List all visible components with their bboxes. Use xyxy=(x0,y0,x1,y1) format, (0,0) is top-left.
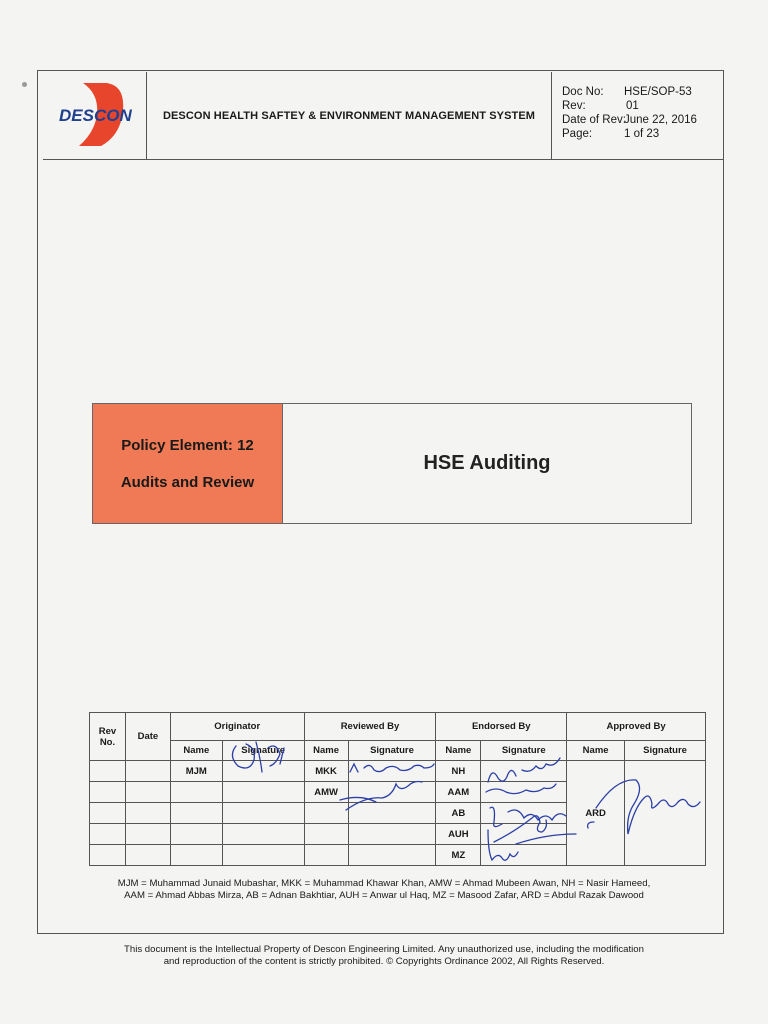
endorser-name: AAM xyxy=(436,782,481,803)
date-row xyxy=(562,113,723,127)
reviewed-by-header: Reviewed By xyxy=(304,713,436,741)
endorser-signature xyxy=(481,824,567,845)
signature-header: Signature xyxy=(222,741,304,761)
rev-no-header: Rev No. xyxy=(90,713,126,761)
rev-row xyxy=(562,99,723,113)
endorser-signature xyxy=(481,803,567,824)
endorser-signature xyxy=(481,761,567,782)
page-label: Page: xyxy=(562,128,593,140)
signature-header: Signature xyxy=(625,741,706,761)
date-value: June 22, 2016 xyxy=(624,114,697,126)
rev-value: 01 xyxy=(626,100,639,112)
originator-name: MJM xyxy=(170,761,222,782)
endorser-name: NH xyxy=(436,761,481,782)
footer-line: and reproduction of the content is strictly prohibited. © Copyrights Ordinance 2002, All Rights Reserved. xyxy=(163,956,605,967)
policy-element-label: Policy Element: 12 xyxy=(121,436,254,454)
policy-box xyxy=(92,403,692,524)
endorser-signature xyxy=(481,782,567,803)
doc-no-row xyxy=(562,85,723,99)
signoff-table xyxy=(89,712,706,866)
rev-label: Rev: xyxy=(562,100,586,112)
table-subheader-row xyxy=(90,741,706,761)
policy-element-name: Audits and Review xyxy=(120,473,255,491)
table-row xyxy=(90,761,706,782)
document-title: HSE Auditing xyxy=(423,452,551,474)
approver-name: ARD xyxy=(567,761,625,866)
descon-logo xyxy=(57,80,133,152)
signature-header: Signature xyxy=(348,741,436,761)
endorsed-by-header: Endorsed By xyxy=(436,713,567,741)
reviewer-name: AMW xyxy=(304,782,348,803)
page-value: 1 of 23 xyxy=(624,128,660,140)
reviewer-name: MKK xyxy=(304,761,348,782)
signature-header: Signature xyxy=(481,741,567,761)
reviewer-signature xyxy=(348,761,436,782)
page-row xyxy=(562,127,723,141)
policy-element-panel xyxy=(93,404,283,523)
date-label: Date of Rev: xyxy=(562,114,626,126)
doc-no-value: HSE/SOP-53 xyxy=(624,86,692,98)
copyright-footer xyxy=(60,944,708,968)
name-header: Name xyxy=(304,741,348,761)
system-title: DESCON HEALTH SAFTEY & ENVIRONMENT MANAGEMENT SYSTEM xyxy=(147,72,552,160)
logo-cell xyxy=(43,72,147,160)
legend-line: AAM = Ahmad Abbas Mirza, AB = Adnan Bakhtiar, AUH = Anwar ul Haq, MZ = Masood Zafar, ARD = Abdul Razak Dawood xyxy=(124,890,644,901)
scan-mark xyxy=(22,82,27,87)
endorser-name: AB xyxy=(436,803,481,824)
logo-text: DESCON xyxy=(59,106,132,125)
table-header-row xyxy=(90,713,706,741)
date-header: Date xyxy=(125,713,170,761)
doc-no-label: Doc No: xyxy=(562,86,604,98)
originator-header: Originator xyxy=(170,713,304,741)
endorser-signature xyxy=(481,845,567,866)
endorser-name: AUH xyxy=(436,824,481,845)
abbreviation-legend xyxy=(60,878,708,902)
footer-line: This document is the Intellectual Property of Descon Engineering Limited. Any unauthorized use, including the modification xyxy=(124,944,644,955)
originator-signature xyxy=(222,761,304,782)
name-header: Name xyxy=(436,741,481,761)
name-header: Name xyxy=(567,741,625,761)
doc-meta xyxy=(552,72,723,160)
name-header: Name xyxy=(170,741,222,761)
legend-line: MJM = Muhammad Junaid Mubashar, MKK = Muhammad Khawar Khan, AMW = Ahmad Mubeen Awan, NH = Nasir Hameed, xyxy=(117,878,651,889)
endorser-name: MZ xyxy=(436,845,481,866)
approved-by-header: Approved By xyxy=(567,713,706,741)
document-header xyxy=(43,72,723,160)
reviewer-signature xyxy=(348,782,436,803)
approver-signature xyxy=(625,761,706,866)
